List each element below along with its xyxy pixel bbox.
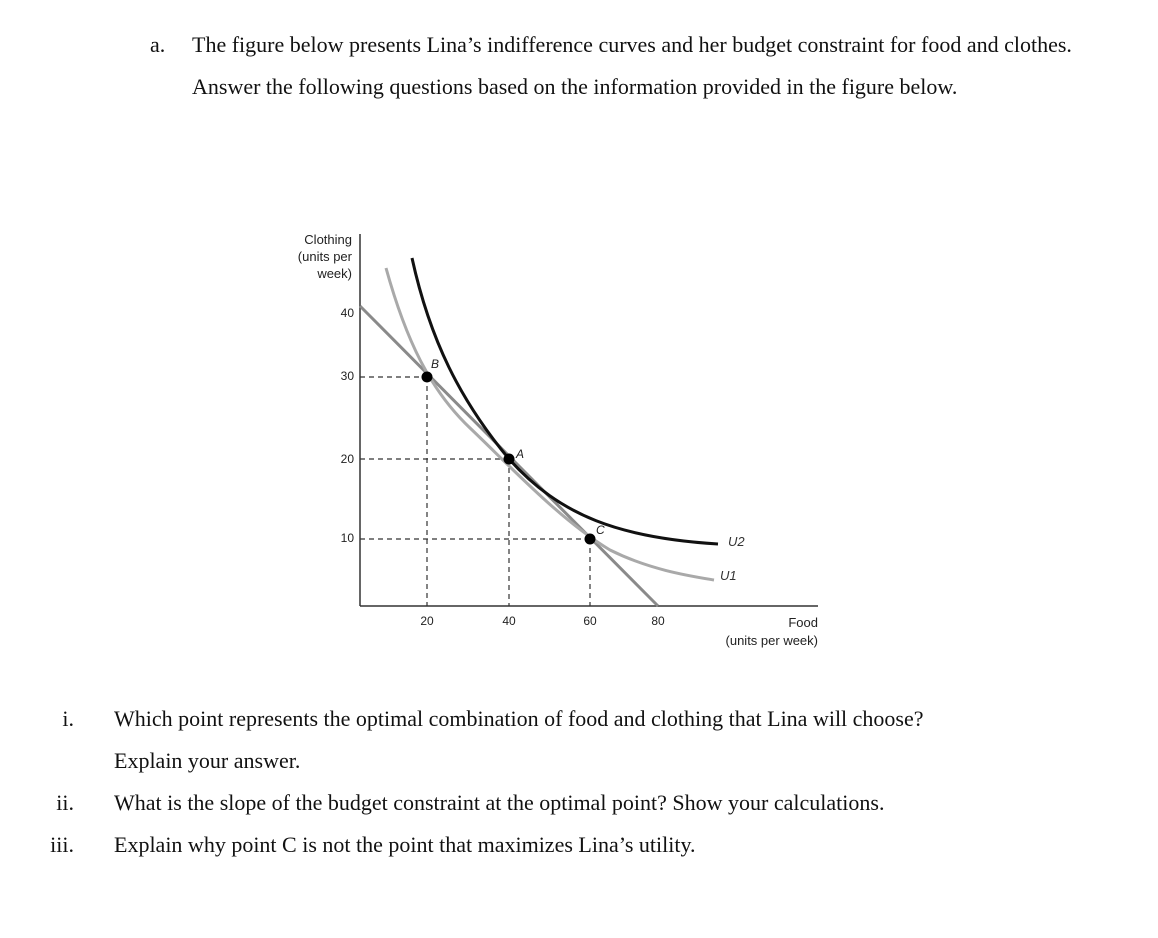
y-axis-label-line2: (units per: [297, 249, 352, 264]
point-b-label: B: [431, 357, 440, 371]
subquestion-text-line1: Which point represents the optimal combination of food and clothing that Lina will choose?: [114, 706, 924, 731]
chart-svg: [270, 220, 830, 660]
u2-label: U2: [728, 534, 745, 549]
point-c: [585, 534, 596, 545]
point-a: [504, 454, 515, 465]
point-a-label: A: [516, 447, 525, 461]
y-tick-20: 20: [340, 452, 354, 466]
indifference-figure: [270, 220, 830, 660]
question-text: The figure below presents Lina’s indifference curves and her budget constraint for food and clothes. Answer the following questions based on the information provided in the figure below.: [192, 32, 1072, 99]
x-axis-label-line2: (units per week): [725, 633, 818, 648]
subquestion-text-line2: Explain your answer.: [114, 748, 301, 773]
y-tick-40: 40: [340, 306, 354, 320]
subquestion-text-line1: Explain why point C is not the point that maximizes Lina’s utility.: [114, 832, 696, 857]
u1-label: U1: [720, 568, 737, 583]
question-marker: a.: [150, 32, 166, 57]
indifference-curve-u2: [412, 258, 718, 544]
indifference-curve-u1: [386, 268, 714, 580]
subquestion-text: [114, 824, 1094, 866]
y-tick-10: 10: [340, 531, 354, 545]
point-c-label: C: [596, 523, 605, 537]
y-axis-label-line1: Clothing: [304, 232, 352, 247]
subquestion-text: [114, 782, 1094, 824]
subquestion-number: iii.: [50, 832, 74, 857]
subquestion-text-line1: What is the slope of the budget constraint at the optimal point? Show your calculations.: [114, 790, 885, 815]
subquestion-text: [114, 698, 1094, 782]
y-axis-label-line3: week): [317, 266, 352, 281]
x-tick-80: 80: [651, 614, 665, 628]
point-b: [422, 372, 433, 383]
y-tick-30: 30: [340, 369, 354, 383]
x-tick-60: 60: [583, 614, 597, 628]
x-tick-40: 40: [502, 614, 516, 628]
subquestion-number: i.: [62, 706, 74, 731]
subquestion-number: ii.: [56, 790, 74, 815]
x-axis-label-line1: Food: [788, 615, 818, 630]
x-tick-20: 20: [420, 614, 434, 628]
